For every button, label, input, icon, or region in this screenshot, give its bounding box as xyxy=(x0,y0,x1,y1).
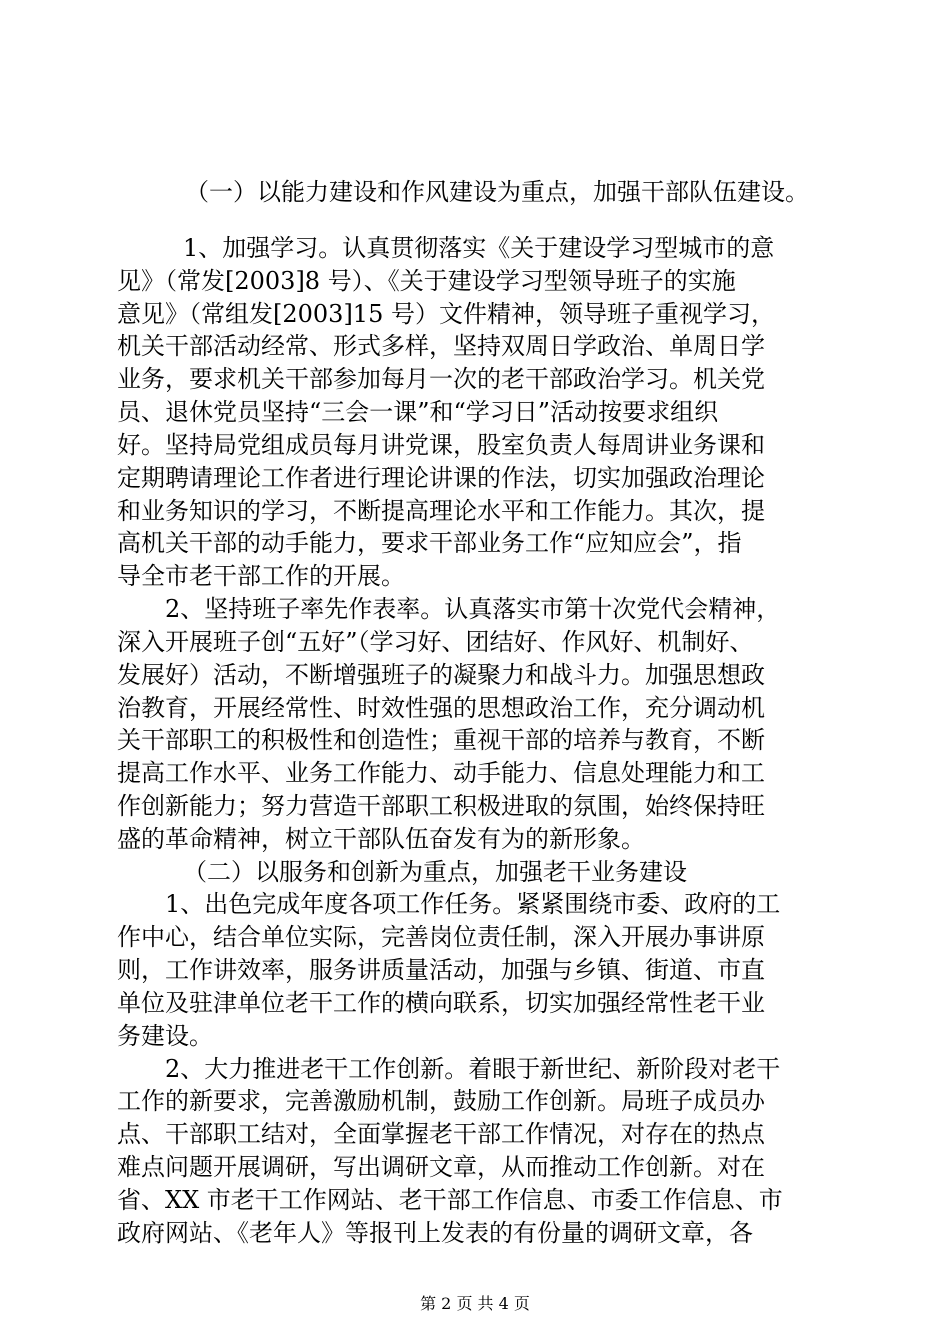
paragraph-line: 员、退休党员坚持“三会一课”和“学习日”活动按要求组织 xyxy=(117,398,719,426)
paragraph-line: 则，工作讲效率，服务讲质量活动，加强与乡镇、街道、市直 xyxy=(117,956,765,984)
paragraph-line: 1、加强学习。认真贯彻落实《关于建设学习型城市的意 xyxy=(183,234,775,262)
section-heading-1: （一）以能力建设和作风建设为重点，加强干部队伍建设。 xyxy=(185,178,809,206)
paragraph-line: 治教育，开展经常性、时效性强的思想政治工作，充分调动机 xyxy=(117,694,765,722)
paragraph-line: 提高工作水平、业务工作能力、动手能力、信息处理能力和工 xyxy=(117,759,765,787)
paragraph-line: 发展好）活动，不断增强班子的凝聚力和战斗力。加强思想政 xyxy=(117,661,765,689)
paragraph-line: 见》（常发[2003]8 号）、《关于建设学习型领导班子的实施 xyxy=(117,267,736,295)
paragraph-line: 1、出色完成年度各项工作任务。紧紧围绕市委、政府的工 xyxy=(165,890,781,918)
paragraph-line: 定期聘请理论工作者进行理论讲课的作法，切实加强政治理论 xyxy=(117,464,765,492)
paragraph-line: 作中心，结合单位实际，完善岗位责任制，深入开展办事讲原 xyxy=(117,923,765,951)
paragraph-line: 机关干部活动经常、形式多样，坚持双周日学政治、单周日学 xyxy=(117,332,765,360)
paragraph-line: 难点问题开展调研，写出调研文章，从而推动工作创新。对在 xyxy=(117,1153,765,1181)
paragraph-line: 意见》（常组发[2003]15 号）文件精神，领导班子重视学习， xyxy=(117,300,775,328)
paragraph-line: 省、XX 市老干工作网站、老干部工作信息、市委工作信息、市 xyxy=(117,1186,783,1214)
paragraph-line: 导全市老干部工作的开展。 xyxy=(117,562,405,590)
paragraph-line: 盛的革命精神，树立干部队伍奋发有为的新形象。 xyxy=(117,825,645,853)
paragraph-line: 好。坚持局党组成员每月讲党课，股室负责人每周讲业务课和 xyxy=(117,431,765,459)
paragraph-line: 和业务知识的学习，不断提高理论水平和工作能力。其次，提 xyxy=(117,497,765,525)
paragraph-line: 2、坚持班子率先作表率。认真落实市第十次党代会精神， xyxy=(165,595,781,623)
paragraph-line: 单位及驻津单位老干工作的横向联系，切实加强经常性老干业 xyxy=(117,989,765,1017)
section-heading-2: （二）以服务和创新为重点，加强老干业务建设 xyxy=(183,858,687,886)
page-footer: 第 2 页 共 4 页 xyxy=(420,1294,530,1313)
paragraph-line: 2、大力推进老干工作创新。着眼于新世纪、新阶段对老干 xyxy=(165,1055,781,1083)
paragraph-line: 务建设。 xyxy=(117,1022,213,1050)
paragraph-line: 关干部职工的积极性和创造性；重视干部的培养与教育，不断 xyxy=(117,726,765,754)
paragraph-line: 作创新能力；努力营造干部职工积极进取的氛围，始终保持旺 xyxy=(117,792,765,820)
paragraph-line: 点、干部职工结对，全面掌握老干部工作情况，对存在的热点 xyxy=(117,1120,765,1148)
paragraph-line: 工作的新要求，完善激励机制，鼓励工作创新。局班子成员办 xyxy=(117,1087,765,1115)
paragraph-line: 高机关干部的动手能力，要求干部业务工作“应知应会”，指 xyxy=(117,529,742,557)
paragraph-line: 业务，要求机关干部参加每月一次的老干部政治学习。机关党 xyxy=(117,365,765,393)
paragraph-line: 政府网站、《老年人》等报刊上发表的有份量的调研文章，各 xyxy=(117,1219,753,1247)
paragraph-line: 深入开展班子创“五好”（学习好、团结好、作风好、机制好、 xyxy=(117,628,754,656)
